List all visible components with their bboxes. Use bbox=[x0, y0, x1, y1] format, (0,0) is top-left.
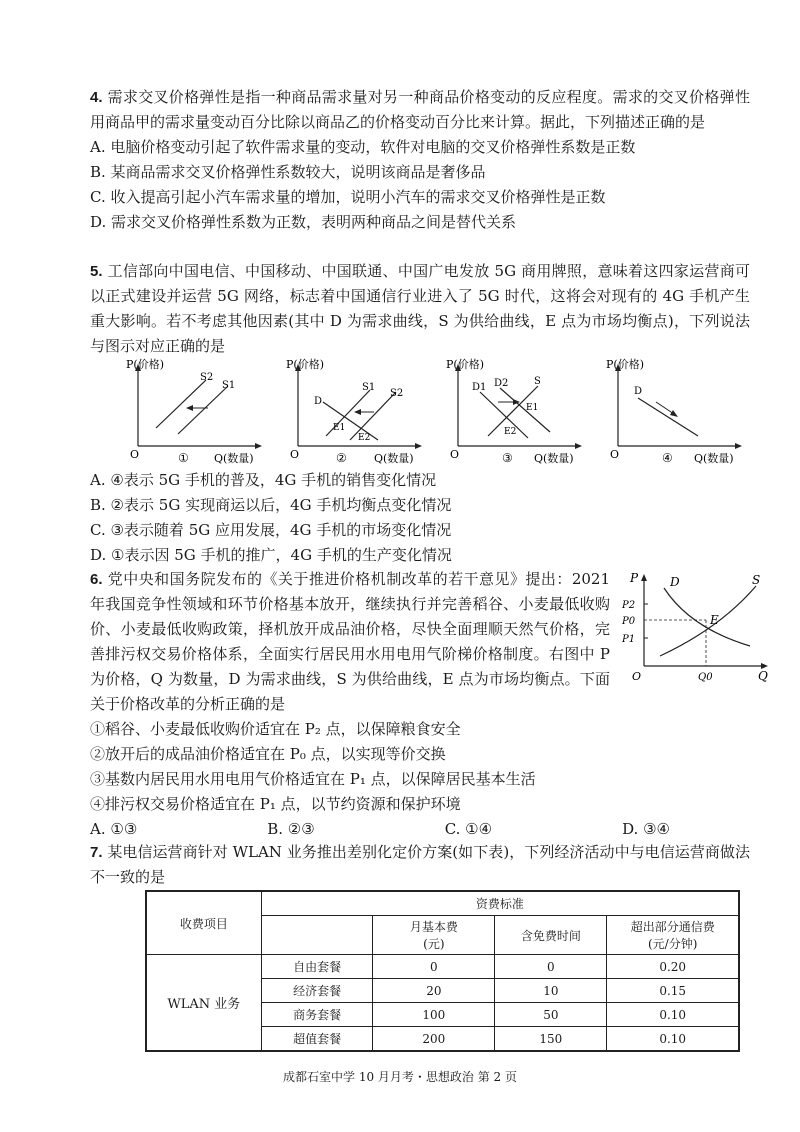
question-4 bbox=[90, 85, 750, 235]
choice-c: C. ①④ bbox=[444, 820, 493, 838]
header-extra: 超出部分通信费 (元/分钟) bbox=[607, 916, 739, 955]
page-footer: 成都石室中学 10 月月考・思想政治 第 2 页 bbox=[283, 1070, 517, 1084]
monthly-fee: 20 bbox=[373, 979, 495, 1003]
option-d: D. 需求交叉价格弹性系数为正数，表明两种商品之间是替代关系 bbox=[90, 213, 517, 231]
q0-label: Q0 bbox=[698, 672, 713, 683]
p-axis-label: P(价格) bbox=[126, 358, 164, 371]
p2-label: P2 bbox=[622, 600, 636, 611]
statement-4: ④排污权交易价格适宜在 P₁ 点，以节约资源和保护环境 bbox=[90, 795, 461, 813]
statement-3: ③基数内居民用水用电用气价格适宜在 P₁ 点，以保障居民基本生活 bbox=[90, 770, 536, 788]
point-e-label: E bbox=[710, 613, 719, 627]
figure-number: ① bbox=[178, 451, 189, 465]
monthly-fee: 100 bbox=[373, 1003, 495, 1027]
statement-2: ②放开后的成品油价格适宜在 P₀ 点，以实现等价交换 bbox=[90, 745, 446, 763]
q-axis-label: Q(数量) bbox=[694, 452, 734, 465]
p-axis-label: P(价格) bbox=[606, 358, 644, 371]
header-monthly: 月基本费 (元) bbox=[373, 916, 495, 955]
q-axis-label: Q(数量) bbox=[214, 452, 254, 465]
p-axis-label: P(价格) bbox=[286, 358, 324, 371]
origin-label: O bbox=[130, 448, 140, 461]
monthly-fee: 200 bbox=[373, 1027, 495, 1052]
curve-s1-label: S1 bbox=[362, 382, 376, 393]
question-stem: 工信部向中国电信、中国移动、中国联通、中国广电发放 5G 商用牌照，意味着这四家运营商可以正式建设并运营 5G 网络，标志着中国通信行业进入了 5G 时代，这将会对现有的 4G 手机产生重大影响。若不考虑其他因素(其中 D 为需求曲线，S 为供给曲线，E 点为市场均衡点)，下列说法与图示对应正确的是 bbox=[90, 262, 750, 355]
question-number: 7. bbox=[90, 844, 103, 861]
p0-label: P0 bbox=[622, 616, 636, 627]
statement-1: ①稻谷、小麦最低收购价适宜在 P₂ 点，以保障粮食安全 bbox=[90, 720, 461, 738]
curve-s-label: S bbox=[752, 573, 761, 587]
plan-name: 经济套餐 bbox=[261, 979, 373, 1003]
figure-2 bbox=[278, 358, 428, 468]
free-time: 150 bbox=[495, 1027, 607, 1052]
choice-d: D. ③④ bbox=[622, 820, 670, 838]
figure-number: ② bbox=[336, 451, 347, 465]
option-a: A. ④表示 5G 手机的普及，4G 手机的销售变化情况 bbox=[90, 471, 437, 489]
supply-demand-figures bbox=[118, 358, 748, 468]
option-b: B. 某商品需求交叉价格弹性系数较大，说明该商品是奢侈品 bbox=[90, 163, 486, 181]
p1-label: P1 bbox=[622, 634, 636, 645]
option-c: C. ③表示随着 5G 应用发展，4G 手机的市场变化情况 bbox=[90, 521, 452, 539]
origin-label: O bbox=[610, 448, 620, 461]
option-b: B. ②表示 5G 实现商运以后，4G 手机均衡点变化情况 bbox=[90, 496, 452, 514]
question-stem: 党中央和国务院发布的《关于推进价格机制改革的若干意见》提出：2021 年我国竞争性领域和环节价格基本放开，继续执行并完善稻谷、小麦最低收购价、小麦最低收购政策，择机放开成品油价格，尽快全面理顺天然气价格，完善排污权交易价格体系，全面实行居民用水用电用气阶梯价格制度。右图中 P 为价格，Q 为数量，D 为需求曲线，S 为供给曲线，E 点为市场均衡点。下面关于价格改革的分析正确的是 bbox=[90, 570, 610, 713]
question-stem: 某电信运营商针对 WLAN 业务推出差别化定价方案(如下表)，下列经济活动中与电信运营商做法不一致的是 bbox=[90, 843, 750, 886]
origin-label: O bbox=[450, 448, 460, 461]
origin-label: O bbox=[290, 448, 300, 461]
question-7 bbox=[90, 840, 750, 890]
curve-s2-label: S2 bbox=[390, 388, 404, 399]
header-group: 资费标准 bbox=[261, 891, 739, 916]
curve-d1-label: D1 bbox=[472, 382, 487, 393]
plan-name: 自由套餐 bbox=[261, 955, 373, 979]
header-free: 含免费时间 bbox=[495, 916, 607, 955]
curve-d-label: D bbox=[634, 386, 643, 397]
figure-1 bbox=[118, 358, 268, 468]
origin-label: O bbox=[632, 670, 642, 683]
point-e1-label: E1 bbox=[333, 423, 346, 433]
question-number: 4. bbox=[90, 89, 103, 106]
p-axis-label: P(价格) bbox=[446, 358, 484, 371]
figure-number: ④ bbox=[662, 451, 673, 465]
choice-b: B. ②③ bbox=[267, 820, 315, 838]
point-e1-label: E1 bbox=[526, 403, 539, 413]
plan-name: 商务套餐 bbox=[261, 1003, 373, 1027]
extra-fee: 0.10 bbox=[607, 1003, 739, 1027]
option-a: A. 电脑价格变动引起了软件需求量的变动，软件对电脑的交叉价格弹性系数是正数 bbox=[90, 138, 636, 156]
curve-s-label: S bbox=[534, 376, 541, 387]
question-5-options bbox=[90, 468, 750, 568]
figure-3 bbox=[438, 358, 588, 468]
curve-d-label: D bbox=[314, 396, 323, 407]
service-name: WLAN 业务 bbox=[146, 955, 261, 1052]
header-item: 收费项目 bbox=[146, 891, 261, 955]
table-row bbox=[146, 955, 739, 979]
free-time: 50 bbox=[495, 1003, 607, 1027]
monthly-fee: 0 bbox=[373, 955, 495, 979]
free-time: 10 bbox=[495, 979, 607, 1003]
question-stem: 需求交叉价格弹性是指一种商品需求量对另一种商品价格变动的反应程度。需求的交叉价格弹性用商品甲的需求量变动百分比除以商品乙的价格变动百分比来计算。据此，下列描述正确的是 bbox=[90, 88, 750, 131]
p-axis-label: P bbox=[630, 571, 639, 585]
curve-d2-label: D2 bbox=[494, 378, 509, 389]
answer-choices bbox=[90, 817, 670, 842]
q-axis-label: Q(数量) bbox=[374, 452, 414, 465]
extra-fee: 0.10 bbox=[607, 1027, 739, 1052]
figure-number: ③ bbox=[502, 451, 513, 465]
free-time: 0 bbox=[495, 955, 607, 979]
option-c: C. 收入提高引起小汽车需求量的增加，说明小汽车的需求交叉价格弹性是正数 bbox=[90, 188, 606, 206]
q-axis-label: Q bbox=[758, 669, 768, 683]
figure-4 bbox=[598, 358, 748, 468]
choice-a: A. ①③ bbox=[90, 820, 138, 838]
point-e2-label: E2 bbox=[358, 433, 371, 443]
header-plan-blank bbox=[261, 916, 373, 955]
table-header-row bbox=[146, 891, 739, 916]
curve-s2-label: S2 bbox=[200, 372, 214, 383]
fee-table bbox=[145, 890, 740, 1052]
plan-name: 超值套餐 bbox=[261, 1027, 373, 1052]
figure-6-supply-demand bbox=[620, 568, 770, 683]
question-number: 5. bbox=[90, 263, 103, 280]
point-e2-label: E2 bbox=[504, 427, 517, 437]
extra-fee: 0.20 bbox=[607, 955, 739, 979]
curve-d-label: D bbox=[670, 575, 680, 589]
question-5 bbox=[90, 259, 750, 359]
curve-s1-label: S1 bbox=[222, 380, 236, 391]
option-d: D. ①表示因 5G 手机的推广，4G 手机的生产变化情况 bbox=[90, 546, 452, 564]
q-axis-label: Q(数量) bbox=[534, 452, 574, 465]
question-number: 6. bbox=[90, 571, 103, 588]
extra-fee: 0.15 bbox=[607, 979, 739, 1003]
